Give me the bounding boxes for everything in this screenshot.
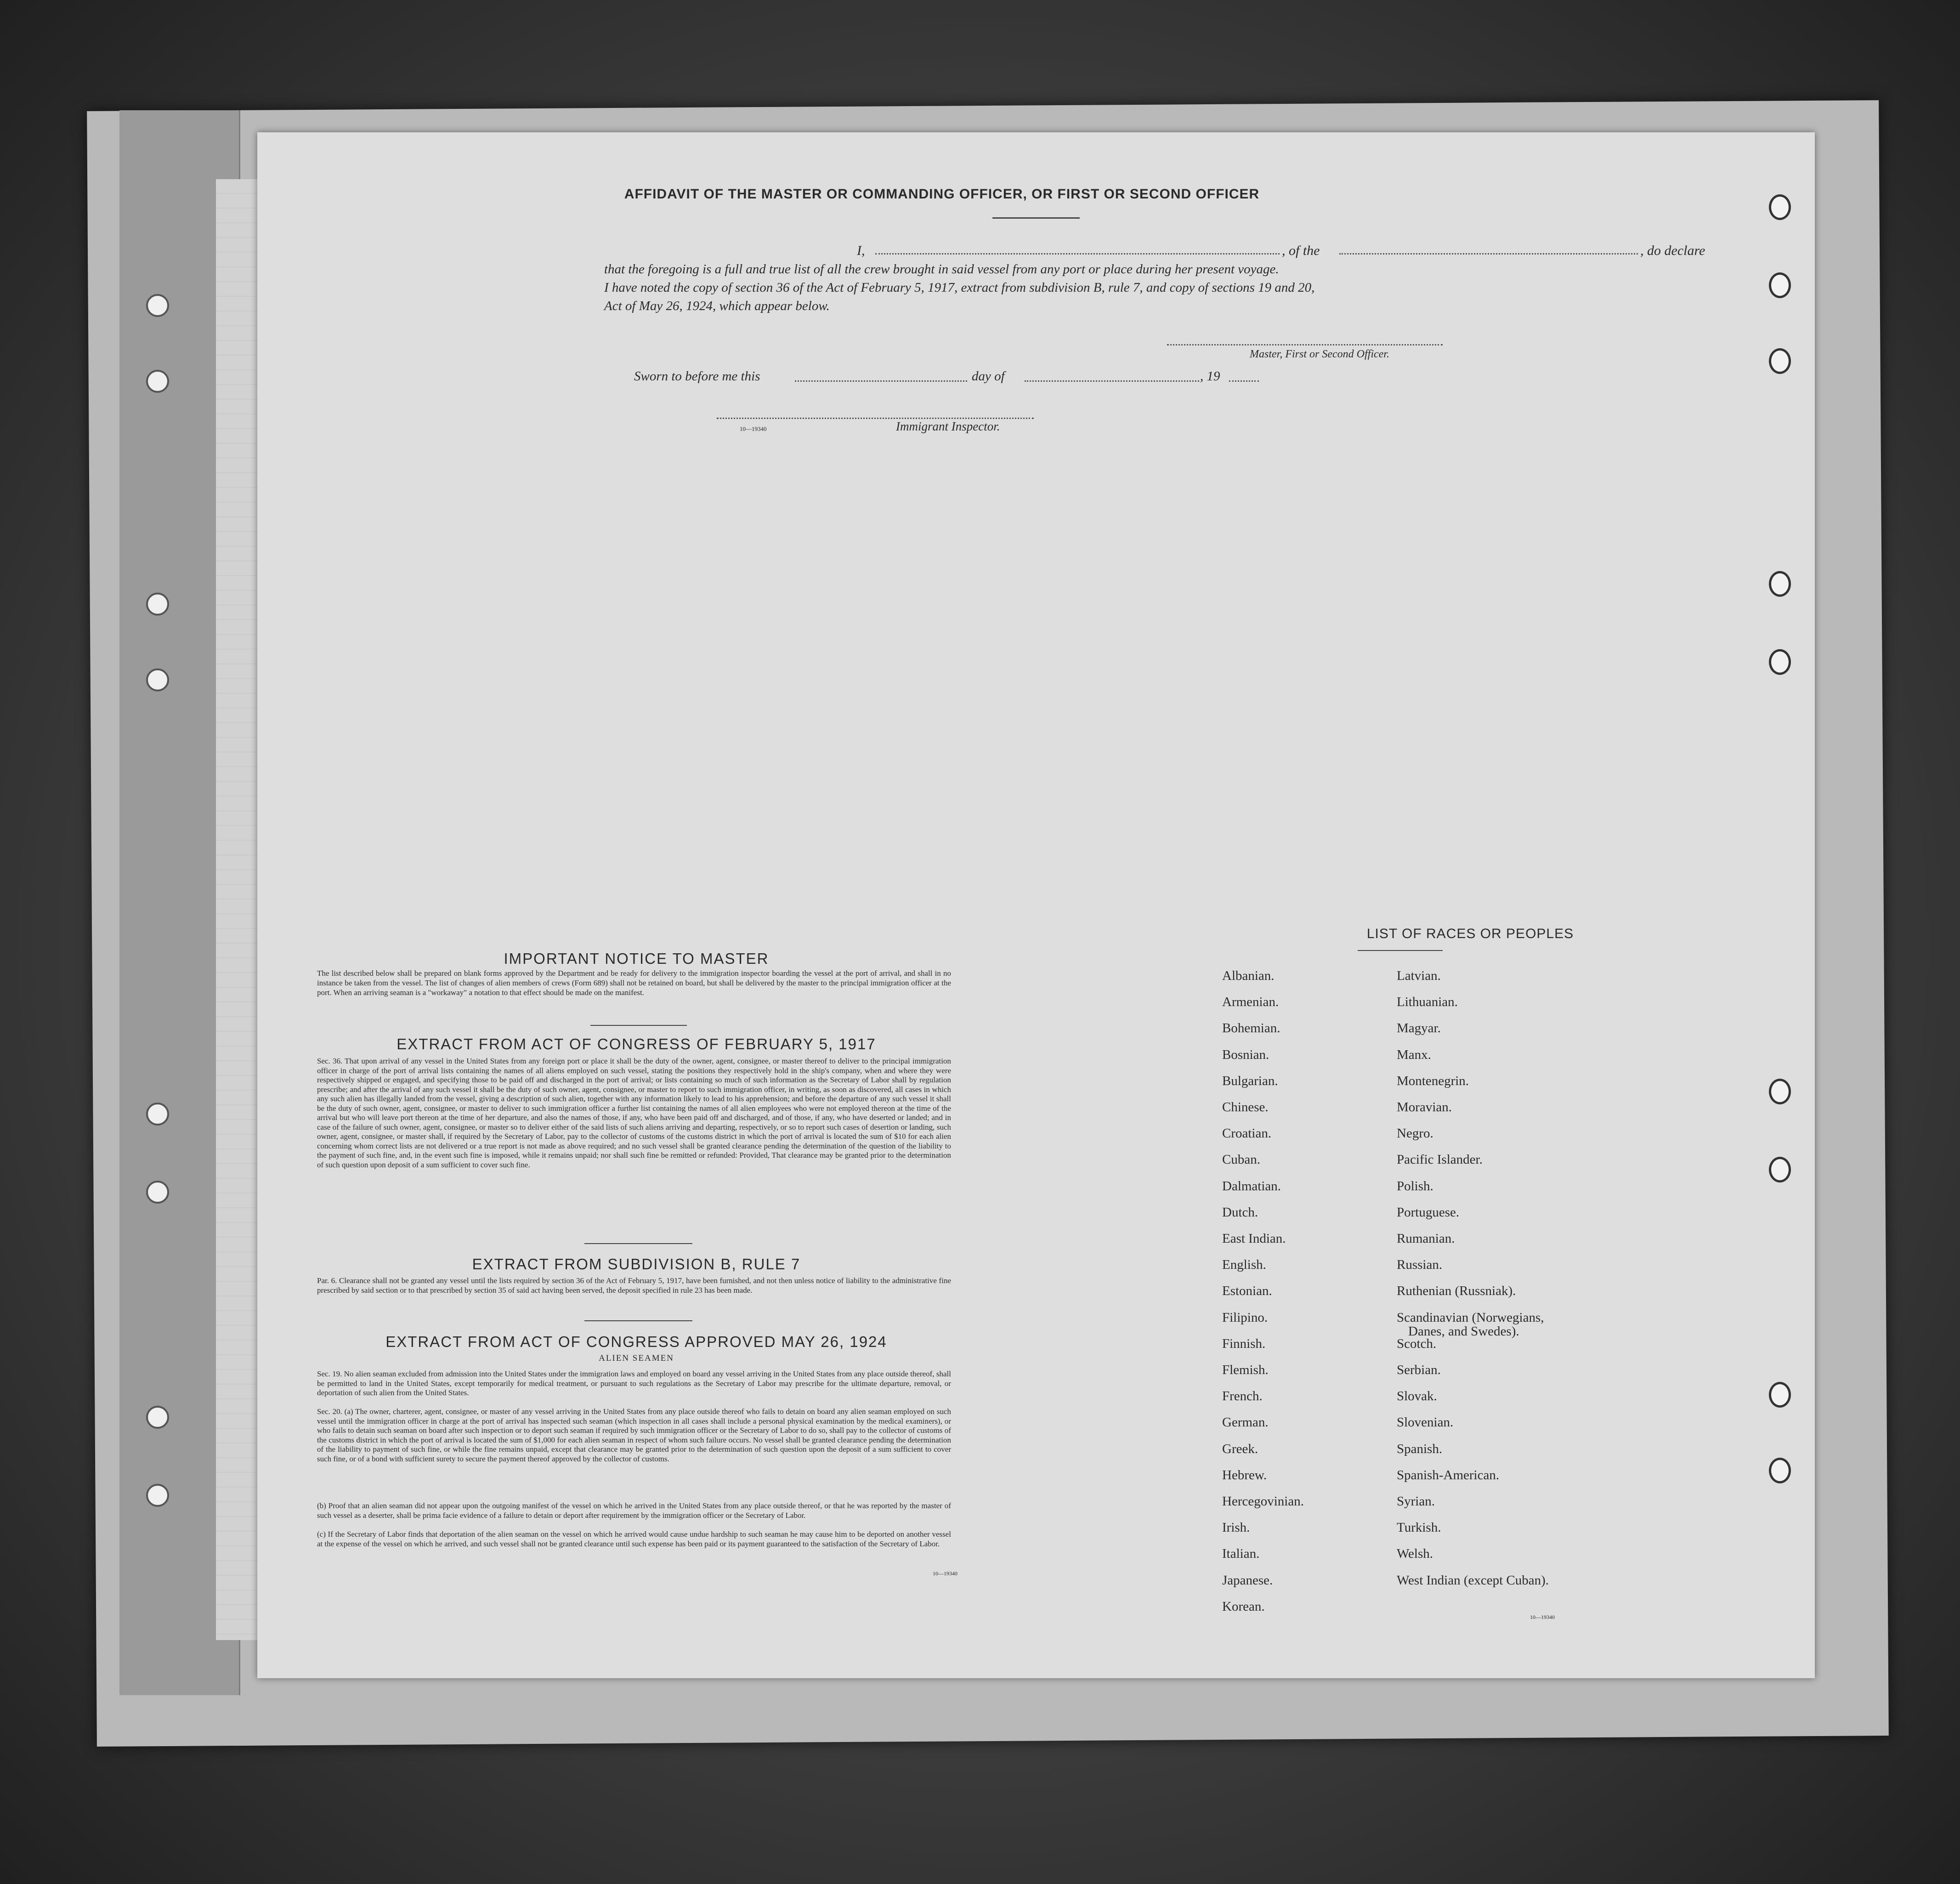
race-item: Danes, and Swedes). — [1408, 1324, 1519, 1339]
affidavit-i: I, — [857, 243, 865, 258]
affidavit-line-2: that the foregoing is a full and true list of all the crew brought in said vessel from any port or place during her present voyage. — [604, 262, 1279, 277]
race-item: Scotch. — [1397, 1336, 1437, 1351]
race-item: Lithuanian. — [1397, 995, 1458, 1010]
extract-1917-title: EXTRACT FROM ACT OF CONGRESS OF FEBRUARY 5, 1917 — [397, 1035, 876, 1052]
race-item: Montenegrin. — [1397, 1073, 1469, 1088]
race-item: Croatian. — [1222, 1126, 1272, 1141]
divider — [584, 1320, 692, 1321]
race-item: French. — [1222, 1389, 1263, 1404]
extract-1924-subtitle: ALIEN SEAMEN — [599, 1353, 674, 1363]
binder-hole — [146, 1406, 169, 1429]
race-item: Ruthenian (Russniak). — [1397, 1284, 1516, 1299]
races-title: LIST OF RACES OR PEOPLES — [1366, 926, 1574, 941]
sworn-text: Sworn to before me this — [634, 369, 760, 384]
race-item: English. — [1222, 1257, 1266, 1273]
race-item: Bohemian. — [1222, 1021, 1280, 1036]
race-item: Korean. — [1222, 1599, 1265, 1614]
sec20c-text: (c) If the Secretary of Labor finds that deportation of the alien seaman on the vessel on which he arrived would cause undue hardship to such seaman he may cause him to be deported on another vessel at the expense of the vessel on which he arrived, and such vessel shall not be granted clearance until such expense has been paid or its payment guaranteed to the satisfaction of the Secretary of Labor. — [317, 1530, 951, 1548]
extract-1924-title: EXTRACT FROM ACT OF CONGRESS APPROVED MAY 26, 1924 — [385, 1333, 887, 1350]
race-item: Japanese. — [1222, 1573, 1273, 1588]
manifest-sheet — [257, 132, 1815, 1678]
race-item: Finnish. — [1222, 1336, 1266, 1351]
race-item: Spanish. — [1397, 1441, 1443, 1456]
race-item: Dalmatian. — [1222, 1178, 1281, 1194]
race-item: Hercegovinian. — [1222, 1494, 1304, 1509]
divider — [590, 1025, 687, 1026]
binder-hole — [146, 1181, 169, 1204]
extract-form-number: 10—19340 — [933, 1570, 957, 1577]
race-item: Italian. — [1222, 1546, 1260, 1562]
race-item: Slovenian. — [1397, 1415, 1454, 1430]
binder-hole — [146, 294, 169, 317]
extract-rule7-body: Par. 6. Clearance shall not be granted any vessel until the lists required by section 36 of the Act of February 5, 1917, have been furnished, and not then unless notice of liability to the administrative fine prescribed by said section or to that prescribed by section 35 of said act having been served, the deposit specified in rule 23 has been made. — [317, 1276, 951, 1295]
race-item: East Indian. — [1222, 1231, 1286, 1246]
binder-hole — [1769, 1157, 1791, 1182]
divider — [992, 217, 1080, 219]
binder-hole — [1769, 1382, 1791, 1408]
day-of-text: day of — [972, 369, 1005, 384]
binder-hole — [146, 668, 169, 691]
affidavit-declare: , do declare — [1640, 243, 1705, 258]
affidavit-form-number: 10—19340 — [740, 425, 767, 432]
binder-hole — [146, 1484, 169, 1507]
race-item: Portuguese. — [1397, 1205, 1460, 1220]
race-item: Manx. — [1397, 1047, 1431, 1062]
race-item: Greek. — [1222, 1441, 1258, 1456]
race-item: Russian. — [1397, 1257, 1443, 1273]
binder-hole — [1769, 348, 1791, 374]
master-signature-caption: Master, First or Second Officer. — [1250, 348, 1389, 360]
binder-hole — [146, 593, 169, 616]
affidavit-line-4: Act of May 26, 1924, which appear below. — [604, 299, 830, 313]
race-item: Scandinavian (Norwegians, — [1397, 1310, 1544, 1325]
race-item: Serbian. — [1397, 1363, 1441, 1377]
race-item: Flemish. — [1222, 1363, 1269, 1377]
inspector-signature-line — [717, 417, 1034, 419]
binder-hole — [146, 1103, 169, 1126]
sec19-text: Sec. 19. No alien seaman excluded from admission into the United States under the immigration laws and employed on board any vessel arriving in the United States from any place outside thereof, shall be permitted to land in the United States, except temporarily for medical treatment, or pursuant to such regulations as the Secretary of Labor may prescribe for the ultimate departure, removal, or deportation of such alien from the United States. — [317, 1369, 951, 1397]
race-item: Magyar. — [1397, 1021, 1441, 1036]
race-item: Polish. — [1397, 1178, 1433, 1194]
affidavit-title: AFFIDAVIT OF THE MASTER OR COMMANDING OFFICER, OR FIRST OR SECOND OFFICER — [624, 187, 1260, 202]
divider — [584, 1243, 692, 1244]
binder-hole — [1769, 194, 1791, 220]
binder-hole — [1769, 571, 1791, 597]
race-item: Turkish. — [1397, 1520, 1441, 1535]
race-item: German. — [1222, 1415, 1269, 1430]
extract-rule7-title: EXTRACT FROM SUBDIVISION B, RULE 7 — [472, 1256, 801, 1273]
binder-hole — [1769, 649, 1791, 675]
race-item: Rumanian. — [1397, 1231, 1455, 1246]
race-item: Pacific Islander. — [1397, 1152, 1483, 1167]
race-item: Welsh. — [1397, 1546, 1433, 1562]
binder-hole — [1769, 272, 1791, 298]
races-left-column — [1222, 132, 1378, 1678]
extract-1917-body: Sec. 36. That upon arrival of any vessel in the United States from any foreign port or place it shall be the duty of the owner, agent, consignee, or master thereof to deliver to the principal immigration officer in charge of the port of arrival lists containing the names of all aliens employed on such vessel, stating the positions they respectively hold in the ship's company, when and where they were respectively shipped or engaged, and specifying those to be paid off and discharged in the port of arrival; or lists containing so much of such information as the Secretary of Labor shall by regulation prescribe; and after the arrival of any such vessel it shall be the duty of such owner, agent, consignee, or master to report to such immigration officer, in writing, as soon as discovered, all cases in which any such alien has illegally landed from the vessel, giving a description of such alien, together with any information likely to lead to his apprehension; and before the departure of any such vessel it shall be the duty of such owner, agent, consignee, or master to deliver to such immigration officer a further list containing the names of all alien employees who were not employed thereon at the time of the arrival but who will leave port thereon at the time of her departure, and also the names of those, if any, who have been paid off and discharged, and of those, if any, who have deserted or landed; and in case of the failure of such owner, agent, consignee, or master so to deliver either of the said lists of such aliens arriving and departing, respectively, or so to report such cases of desertion or landing, such owner, agent, consignee, or master shall, if required by the Secretary of Labor, pay to the collector of customs of the customs district in which the port of arrival is located the sum of $10 for each alien concerning whom correct lists are not delivered or a true report is not made as above required; and no such vessel shall be granted clearance pending the determination of the question of the liability to the payment of such fine, and, in the event such fine is imposed, while it remains unpaid; nor shall such fine be remitted or refunded: Provided, That clearance may be granted prior to the determination of such question upon deposit of a sum sufficient to cover such fine. — [317, 1057, 951, 1169]
race-item: Bulgarian. — [1222, 1073, 1278, 1088]
races-right-column — [1397, 132, 1626, 1678]
race-item: Albanian. — [1222, 968, 1275, 983]
race-item: Slovak. — [1397, 1389, 1437, 1404]
notice-body: The list described below shall be prepared on blank forms approved by the Department and be ready for delivery to the immigration inspector boarding the vessel at the port of arrival, and shall in no instance be taken from the vessel. The list of changes of alien members of crews (Form 689) shall not be retained on board, but shall be delivered by the master to the principal immigration officer at the port. When an arriving seaman is a "workaway" a notation to that effect should be made on the manifest. — [317, 969, 951, 997]
race-item: Latvian. — [1397, 968, 1441, 983]
race-item: Estonian. — [1222, 1284, 1272, 1299]
name-blank — [875, 253, 1280, 255]
race-item: West Indian (except Cuban). — [1397, 1573, 1549, 1588]
binder-hole — [146, 370, 169, 393]
race-item: Chinese. — [1222, 1100, 1269, 1115]
sec20a-text: Sec. 20. (a) The owner, charterer, agent, consignee, or master of any vessel arriving in the United States from any place outside thereof who fails to detain on board any alien seaman employed on such vessel until the immigration officer in charge at the port of arrival has inspected such seaman (which inspection in all cases shall include a personal physical examination by the medical examiners), or who fails to detain such seaman on board after such inspection or to deport such seaman if required by such immigration officer or the Secretary of Labor to do so, shall pay to the collector of customs of the customs district in which the port of arrival is located the sum of $1,000 for each alien seaman in respect of whom such failure occurs. No vessel shall be granted clearance pending the determination of the liability to payment of such fine, or while the fine remains unpaid, except that clearance may be granted prior to the determination of such question upon the deposit of a sum sufficient to cover such fine, or of a bond with sufficient surety to secure the payment thereof approved by the collector of customs. — [317, 1407, 951, 1463]
sworn-month-blank — [1025, 380, 1199, 382]
sec20b-text: (b) Proof that an alien seaman did not appear upon the outgoing manifest of the vessel on which he arrived in the United States from any place outside thereof, or that he was reported by the master of such vessel as a deserter, shall be prima facie evidence of a failure to detain or deport after requirement by the immigration officer or the Secretary of Labor. — [317, 1501, 951, 1520]
race-item: Irish. — [1222, 1520, 1250, 1535]
race-item: Negro. — [1397, 1126, 1433, 1141]
year-text: , 19 — [1200, 369, 1220, 384]
race-item: Cuban. — [1222, 1152, 1260, 1167]
races-form-number: 10—19340 — [1530, 1614, 1555, 1620]
race-item: Dutch. — [1222, 1205, 1258, 1220]
race-item: Syrian. — [1397, 1494, 1435, 1509]
race-item: Armenian. — [1222, 995, 1279, 1010]
race-item: Spanish-American. — [1397, 1467, 1500, 1482]
race-item: Hebrew. — [1222, 1467, 1267, 1482]
affidavit-of-the: , of the — [1282, 243, 1320, 258]
binder-hole — [1769, 1079, 1791, 1104]
sworn-day-blank — [795, 380, 967, 382]
binder-hole — [1769, 1458, 1791, 1483]
affidavit-line-3: I have noted the copy of section 36 of the Act of February 5, 1917, extract from subdivision B, rule 7, and copy of sections 19 and 20, — [604, 280, 1315, 295]
inspector-caption: Immigrant Inspector. — [896, 419, 1000, 433]
sworn-line — [634, 369, 1323, 387]
race-item: Filipino. — [1222, 1310, 1268, 1325]
race-item: Bosnian. — [1222, 1047, 1269, 1062]
notice-title: IMPORTANT NOTICE TO MASTER — [504, 950, 769, 967]
race-item: Moravian. — [1397, 1100, 1452, 1115]
